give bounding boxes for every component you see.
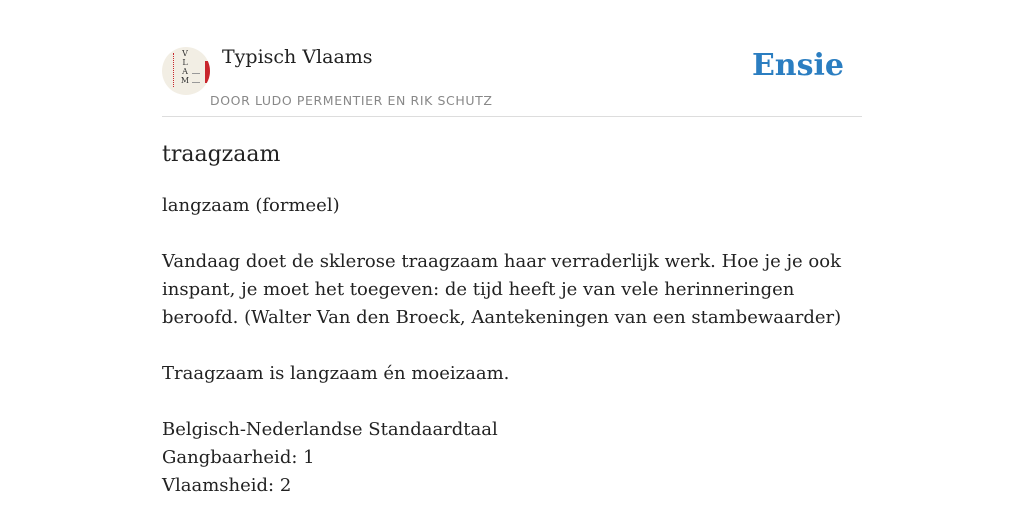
entry-definition: langzaam (formeel) (162, 195, 340, 216)
logo-dotted-line (173, 53, 176, 87)
entry-gangbaarheid: Gangbaarheid: 1 (162, 447, 315, 468)
author-byline: DOOR LUDO PERMENTIER EN RIK SCHUTZ (210, 93, 493, 108)
entry-register: Belgisch-Nederlandse Standaardtaal (162, 419, 498, 440)
logo-lines (192, 73, 200, 83)
book-title[interactable]: Typisch Vlaams (222, 46, 373, 68)
entry-example: Vandaag doet de sklerose traagzaam haar verraderlijk werk. Hoe je je ook inspant, je moet het toegeven: de tijd heeft je van vele herinneringen beroofd. (Walter Van den Broeck, Aantekeningen van een stambewaarder) (162, 251, 842, 328)
entry-remark: Traagzaam is langzaam én moeizaam. (162, 363, 510, 384)
ensie-brand-link[interactable]: Ensie (751, 48, 844, 83)
entry-term: traagzaam (162, 142, 281, 167)
logo-red-edge (205, 61, 210, 83)
book-cover-logo[interactable] (162, 47, 210, 95)
entry-vlaamsheid: Vlaamsheid: 2 (162, 475, 292, 496)
entry-meta (162, 416, 862, 500)
site-header (162, 46, 862, 117)
logo-letters: V L A M (180, 49, 190, 85)
entry-content (162, 140, 862, 500)
